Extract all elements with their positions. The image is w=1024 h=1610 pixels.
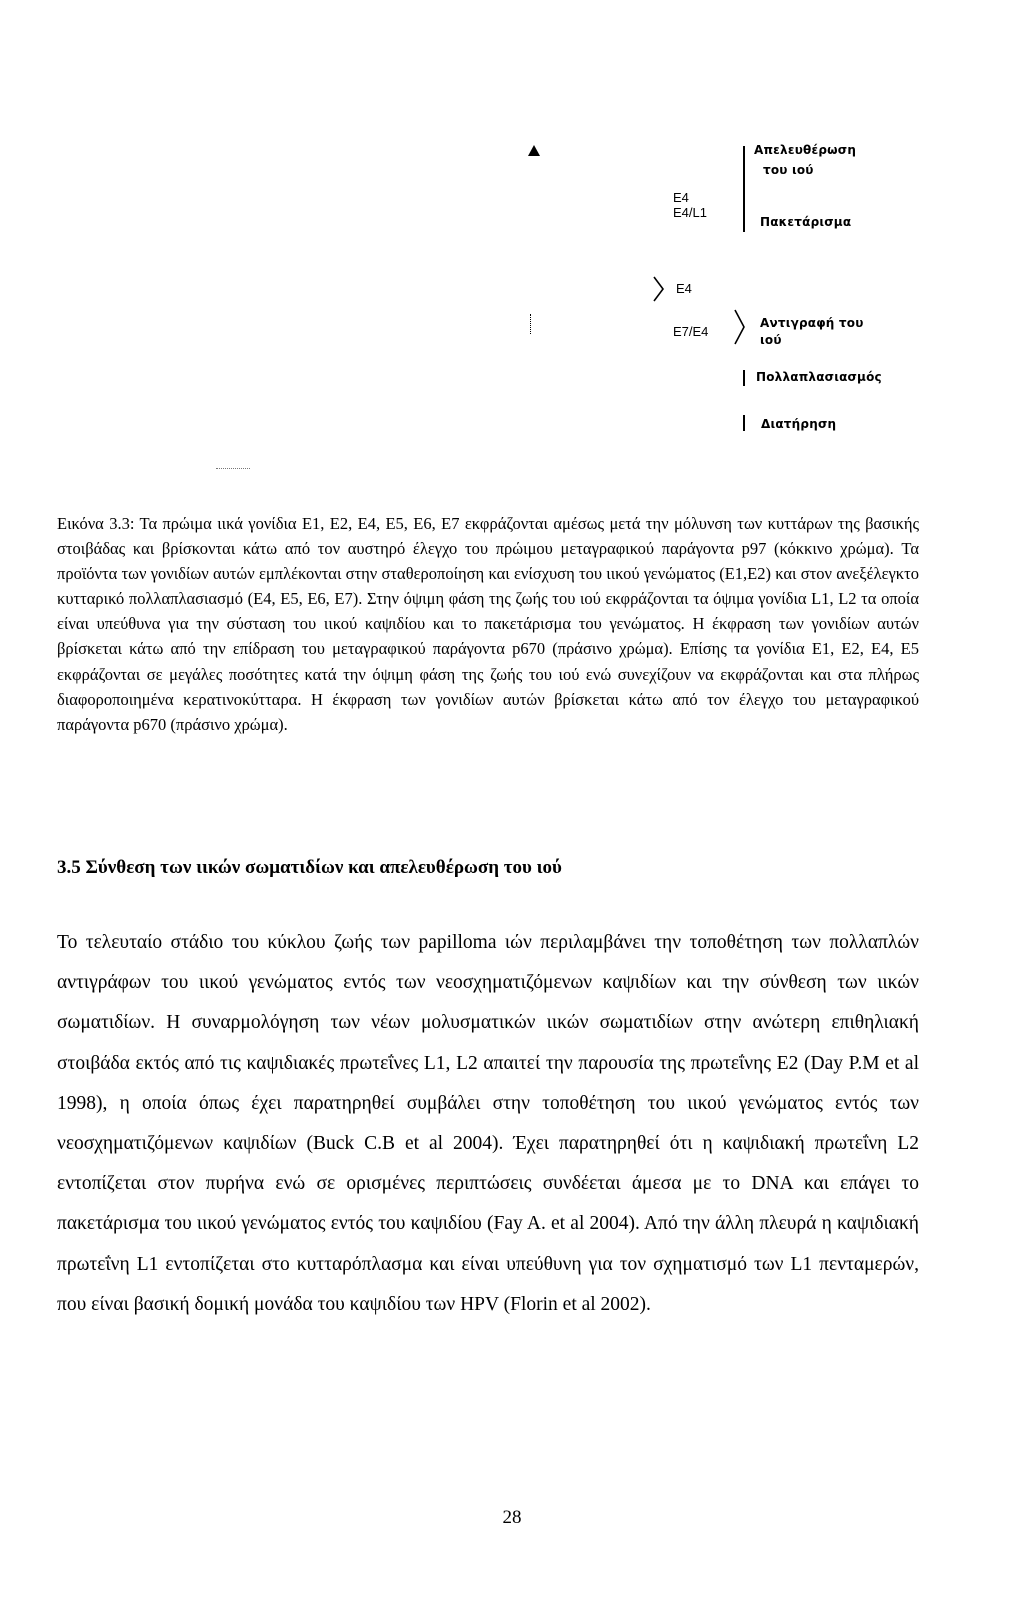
- gene-label-e4-l1: E4/L1: [673, 205, 707, 220]
- brace-icon: [652, 276, 666, 302]
- dotted-mark: [530, 314, 533, 334]
- figure-caption: Εικόνα 3.3: Τα πρώιμα ιικά γονίδια Ε1, Ε2, Ε4, Ε5, Ε6, Ε7 εκφράζονται αμέσως μετά την μόλυνση των κυττάρων της βασικής στοιβάδας και βρίσκονται κάτω από τον αυστηρό έλεγχο του πρώιμου μεταγραφικού παράγοντα p97 (κόκκινο χρώμα). Τα προϊόντα των γονιδίων αυτών εμπλέκονται στην σταθεροποίηση και ενίσχυση του ιικού γενώματος (Ε1,Ε2) και στον ανεξέλεγκτο κυτταρικό πολλαπλασιασμό (Ε4, Ε5, Ε6, Ε7). Στην όψιμη φάση της ζωής του ιού εκφράζονται τα όψιμα γονίδια L1, L2 τα οποία είναι υπεύθυνα για την σύσταση του ιικού καψιδίου και το πακετάρισμα του γενώματος. Η έκφραση των γονιδίων αυτών βρίσκεται κάτω από την επίδραση του μεταγραφικού παράγοντα p670 (πράσινο χρώμα). Επίσης τα γονίδια Ε1, Ε2, Ε4, Ε5 εκφράζονται σε μεγάλες ποσότητες κατά την όψιμη φάση της ζωής του ιού ενώ συνεχίζουν να εκφράζονται και στα πλήρως διαφοροποιημένα κερατινοκύτταρα. Η έκφραση των γονιδίων αυτών βρίσκεται κάτω από τον έλεγχο του μεταγραφικού παράγοντα p670 (πράσινο χρώμα).: [57, 514, 919, 734]
- stage-label-replication: Αντιγραφή του: [760, 316, 864, 330]
- gene-label-e4-mid: E4: [676, 281, 692, 296]
- tick-mark-2: [743, 415, 745, 431]
- stage-label-maintenance: Διατήρηση: [761, 417, 837, 431]
- gene-label-e4: E4: [673, 190, 689, 205]
- stage-label-proliferation: Πολλαπλασιασμός: [756, 370, 882, 384]
- gene-label-e7-e4: E7/E4: [673, 324, 709, 339]
- stage-label-release-2: του ιού: [763, 163, 814, 177]
- stage-label-release: Απελευθέρωση: [754, 143, 857, 157]
- tick-mark: [743, 370, 745, 386]
- stage-label-replication-2: ιού: [760, 333, 782, 347]
- page-number: 28: [502, 1507, 522, 1528]
- stage-label-packaging: Πακετάρισμα: [760, 215, 852, 229]
- stage-divider-line: [743, 146, 745, 232]
- body-paragraph: Το τελευταίο στάδιο του κύκλου ζωής των papilloma ιών περιλαμβάνει την τοποθέτηση των πολλαπλών αντιγράφων του ιικού γενώματος εντός των νεοσχηματιζόμενων καψιδίων και την σύνθεση των ιικών σωματιδίων. Η συναρμολόγηση των νέων μολυσματικών ιικών σωματιδίων στην ανώτερη επιθηλιακή στοιβάδα εκτός από τις καψιδιακές πρωτεΐνες L1, L2 απαιτεί την παρουσία της πρωτεΐνης Ε2 (Day P.M et al 1998), η οποία όπως έχει παρατηρηθεί συμβάλει στην τοποθέτηση του ιικού γενώματος εντός των νεοσχηματιζόμενων καψιδίων (Buck C.B et al 2004). Έχει παρατηρηθεί ότι η καψιδιακή πρωτεΐνη L2 εντοπίζεται στον πυρήνα ενώ σε ορισμένες περιπτώσεις συνδέεται άμεσα με το DNA και επάγει το πακετάρισμα του ιικού γενώματος εντός του καψιδίου (Fay A. et al 2004). Από την άλλη πλευρά η καψιδιακή πρωτεΐνη L1 εντοπίζεται στο κυτταρόπλασμα και είναι υπεύθυνη για τον σχηματισμό των L1 πενταμερών, που είναι βασική δομική μονάδα του καψιδίου των HPV (Florin et al 2002).: [57, 932, 919, 1315]
- brace-icon-2: [733, 309, 747, 345]
- dotted-mark-2: [216, 468, 250, 469]
- section-title: 3.5 Σύνθεση των ιικών σωματιδίων και απελευθέρωση του ιού: [57, 857, 562, 878]
- triangle-marker-icon: [528, 145, 540, 156]
